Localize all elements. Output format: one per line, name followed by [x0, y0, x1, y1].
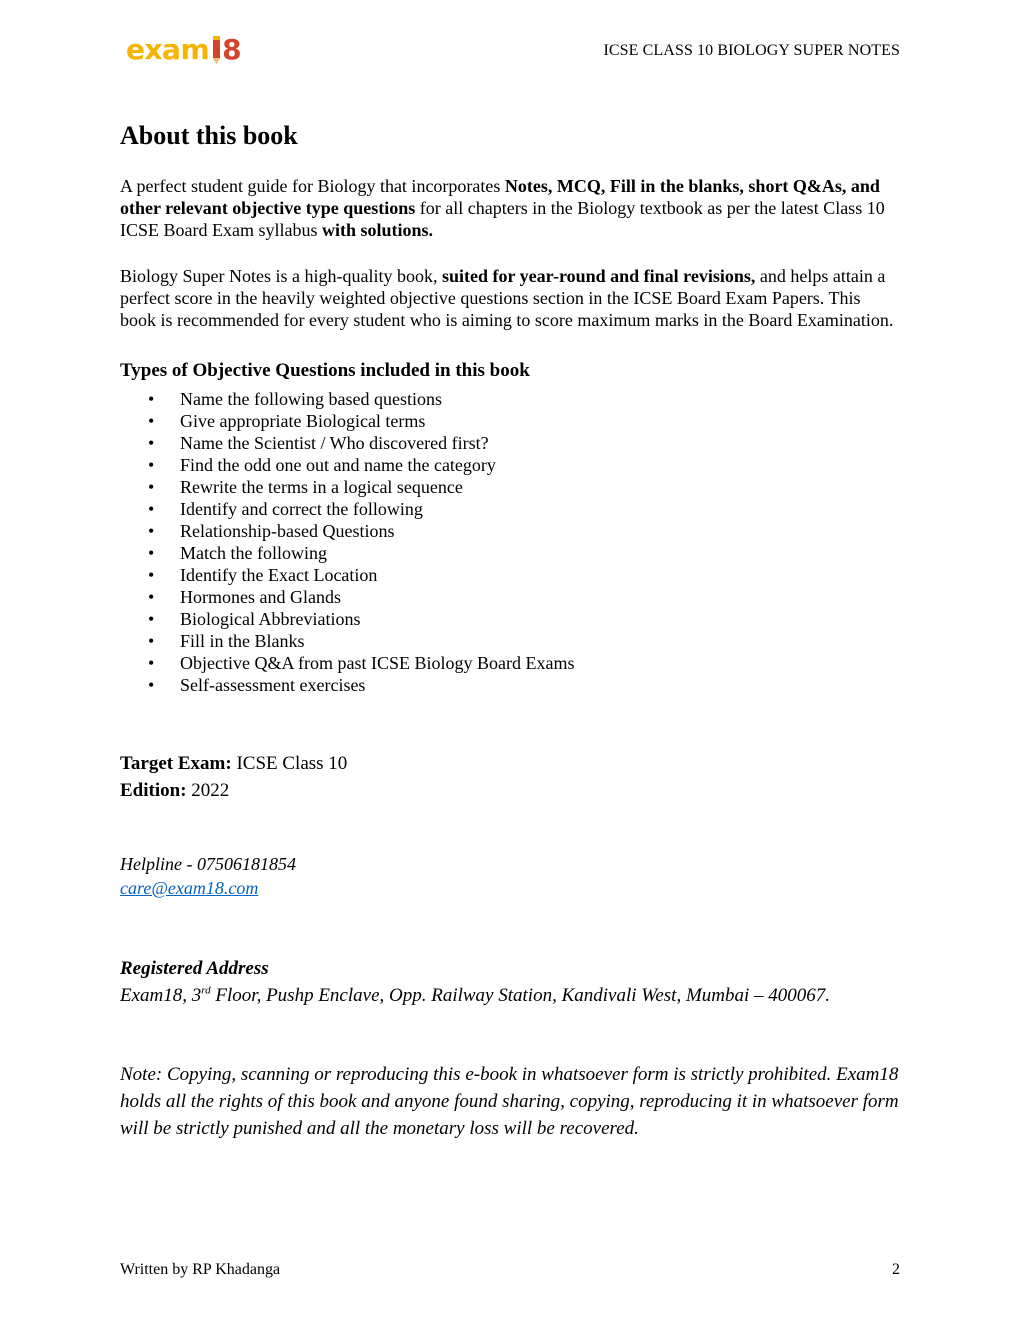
types-list [120, 388, 900, 696]
page-number: 2 [892, 1261, 900, 1278]
pencil-icon [212, 36, 221, 64]
target-exam-value: ICSE Class 10 [231, 753, 348, 774]
copyright-note: Note: Copying, scanning or reproducing this e-book in whatsoever form is strictly prohibited. Exam18 holds all the rights of this book and anyone found sharing, copying, reproducing it in whatsoever form will be strictly punished and all the monetary loss will be recovered. [120, 1064, 899, 1139]
edition-value: 2022 [186, 780, 230, 801]
page-title: About this book [120, 121, 298, 150]
address-heading: Registered Address [120, 958, 269, 979]
bullet-icon: • [148, 609, 155, 629]
description-paragraph [120, 265, 900, 331]
registered-address: Exam18, 3rd Floor, Pushp Enclave, Opp. Railway Station, Kandivali West, Mumbai – 400067. [120, 984, 831, 1006]
author-credit: Written by RP Khadanga [120, 1261, 281, 1278]
bullet-icon: • [148, 653, 155, 673]
intro-text-1: A perfect student guide for Biology that incorporates [120, 176, 505, 196]
email-link-text[interactable]: care@exam18.com [120, 878, 259, 898]
desc-text-2: and helps attain a perfect score in the heavily weighted objective questions section in the ICSE Board Exam Papers. This book is recommended for every student who is aiming to score maximum marks in the Board Examination. [120, 266, 894, 330]
page-footer [120, 1261, 900, 1279]
logo-text: exam [126, 33, 210, 66]
list-item: • Give appropriate Biological terms [148, 411, 426, 431]
intro-paragraph [120, 175, 900, 241]
email-link[interactable] [120, 876, 900, 902]
list-item: • Identify the Exact Location [148, 565, 378, 585]
intro-bold-2: with solutions. [321, 220, 434, 240]
intro-bold-1: Notes, MCQ, Fill in the blanks, short Q&As, and other relevant objective type questions [120, 176, 880, 218]
ordinal-suffix: rd [201, 984, 211, 997]
page-content [120, 118, 900, 1142]
logo-number: 8 [222, 33, 242, 66]
header-title: ICSE CLASS 10 BIOLOGY SUPER NOTES [603, 42, 900, 59]
bullet-icon: • [148, 675, 155, 695]
list-item: • Find the odd one out and name the category [148, 455, 496, 475]
list-item: • Rewrite the terms in a logical sequence [148, 477, 463, 497]
desc-text-1: Biology Super Notes is a high-quality book, [120, 266, 442, 286]
list-item: • Self-assessment exercises [148, 675, 366, 695]
bullet-icon: • [148, 631, 155, 651]
bullet-icon: • [148, 433, 155, 453]
bullet-icon: • [148, 565, 155, 585]
list-item: • Hormones and Glands [148, 587, 341, 607]
edition-label: Edition: [120, 780, 187, 801]
target-exam-label: Target Exam: [120, 753, 232, 774]
list-item: • Fill in the Blanks [148, 631, 305, 651]
list-item: • Name the Scientist / Who discovered first? [148, 433, 489, 453]
desc-bold-1: suited for year-round and final revisions, [441, 266, 756, 286]
bullet-icon: • [148, 543, 155, 563]
list-item: • Biological Abbreviations [148, 609, 361, 629]
exam18-logo [126, 30, 242, 64]
bullet-icon: • [148, 499, 155, 519]
list-item: • Objective Q&A from past ICSE Biology Board Exams [148, 653, 575, 673]
target-exam [120, 750, 900, 777]
bullet-icon: • [148, 521, 155, 541]
types-heading: Types of Objective Questions included in this book [120, 360, 530, 381]
list-item: • Identify and correct the following [148, 499, 423, 519]
bullet-icon: • [148, 389, 155, 409]
bullet-icon: • [148, 477, 155, 497]
list-item: • Name the following based questions [148, 389, 442, 409]
list-item: • Relationship-based Questions [148, 521, 395, 541]
intro-text-2: for all chapters in the Biology textbook as per the latest Class 10 ICSE Board Exam syllabus [120, 198, 885, 240]
list-item: • Match the following [148, 543, 327, 563]
bullet-icon: • [148, 455, 155, 475]
edition [120, 777, 900, 804]
bullet-icon: • [148, 587, 155, 607]
helpline: Helpline - 07506181854 [120, 854, 296, 874]
bullet-icon: • [148, 411, 155, 431]
